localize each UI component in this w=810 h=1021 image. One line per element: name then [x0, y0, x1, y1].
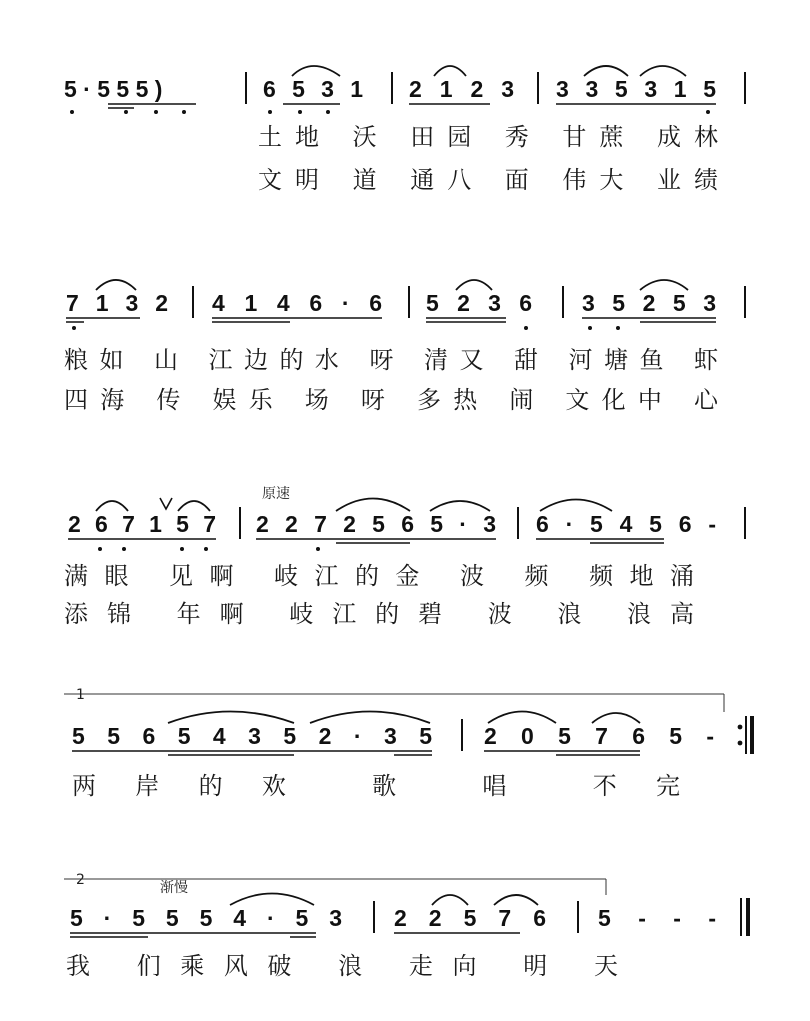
tempo-marking: 渐慢 — [160, 880, 188, 896]
volta-number: 1 — [76, 687, 85, 703]
lyric-line-4-1: 两岸的欢 歌 唱 不完 — [72, 772, 680, 800]
octave-dot — [616, 326, 620, 330]
slur — [488, 712, 556, 724]
repeat-dot — [738, 741, 743, 746]
notes-measure-1-1: 5 · 5 5 5 ) — [64, 76, 163, 102]
octave-dot — [298, 110, 302, 114]
lyric-line-2-1: 粮如 山 江边的水 呀 清又 甜 河塘鱼 虾 — [64, 346, 718, 374]
octave-dot — [72, 326, 76, 330]
slur — [96, 280, 136, 290]
octave-dot — [182, 110, 186, 114]
lyric-line-1-2: 文明 道 通八 面 伟大 业绩 — [258, 166, 718, 194]
notes-measure-2-4: 3 5 2 5 3 — [582, 290, 716, 316]
slur — [336, 499, 410, 512]
octave-dot — [524, 326, 528, 330]
notes-measure-2-1: 7 1 3 2 — [66, 290, 168, 316]
notes-measure-1-3: 2 1 2 3 — [409, 76, 514, 102]
tempo-marking: 原速 — [262, 486, 290, 502]
notes-measure-5-3: 5 - - - — [598, 905, 716, 931]
notes-measure-4-2: 2 0 5 7 6 5 - — [484, 723, 714, 749]
slur — [178, 501, 210, 511]
slur — [494, 895, 538, 905]
octave-dot — [706, 110, 710, 114]
slur — [96, 501, 128, 511]
volta-number: 2 — [76, 872, 85, 888]
breath-mark — [160, 498, 172, 509]
notes-measure-3-3: 6 · 5 4 5 6 - — [536, 511, 716, 537]
lyric-line-1-1: 土地 沃 田园 秀 甘蔗 成林 — [258, 123, 718, 151]
notes-measure-5-2: 2 2 5 7 6 — [394, 905, 546, 931]
octave-dot — [326, 110, 330, 114]
notes-measure-5-1: 5 · 5 5 5 4 · 5 3 — [70, 905, 342, 931]
octave-dot — [316, 547, 320, 551]
slur — [310, 712, 430, 724]
repeat-dot — [738, 725, 743, 730]
notes-measure-1-4: 3 3 5 3 1 5 — [556, 76, 716, 102]
notes-measure-3-1: 2 6 7 1 5 7 — [68, 511, 216, 537]
octave-dot — [122, 547, 126, 551]
octave-dot — [154, 110, 158, 114]
slur — [584, 66, 628, 76]
octave-dot — [180, 547, 184, 551]
notes-measure-4-1: 5 5 6 5 4 3 5 2 · 3 5 — [72, 723, 433, 749]
notes-measure-3-2: 2 2 7 2 5 6 5 · 3 — [256, 511, 496, 537]
lyric-line-2-2: 四海 传 娱乐 场 呀 多热 闹 文化中 心 — [64, 386, 718, 414]
slur — [434, 66, 466, 76]
notes-measure-2-3: 5 2 3 6 — [426, 290, 532, 316]
slur — [592, 713, 640, 723]
octave-dot — [70, 110, 74, 114]
lyric-line-3-1: 满眼 见啊 岐江的金 波 频 频地涌 — [64, 562, 694, 590]
lyric-line-5-1: 我 们乘风破 浪 走向 明 天 — [66, 952, 618, 980]
notes-measure-2-2: 4 1 4 6 · 6 — [212, 290, 382, 316]
octave-dot — [204, 547, 208, 551]
octave-dot — [268, 110, 272, 114]
slur — [292, 66, 340, 76]
octave-dot — [588, 326, 592, 330]
slur — [230, 894, 314, 906]
lyric-line-3-2: 添锦 年啊 岐江的碧 波 浪 浪高 — [64, 600, 694, 628]
slur — [168, 712, 294, 724]
slur — [432, 895, 468, 905]
octave-dot — [124, 110, 128, 114]
slur — [640, 66, 686, 76]
slur — [430, 501, 490, 511]
slur — [640, 280, 688, 290]
slur — [456, 280, 492, 290]
octave-dot — [98, 547, 102, 551]
notes-measure-1-2: 6 5 3 1 — [263, 76, 363, 102]
slur — [540, 500, 612, 512]
